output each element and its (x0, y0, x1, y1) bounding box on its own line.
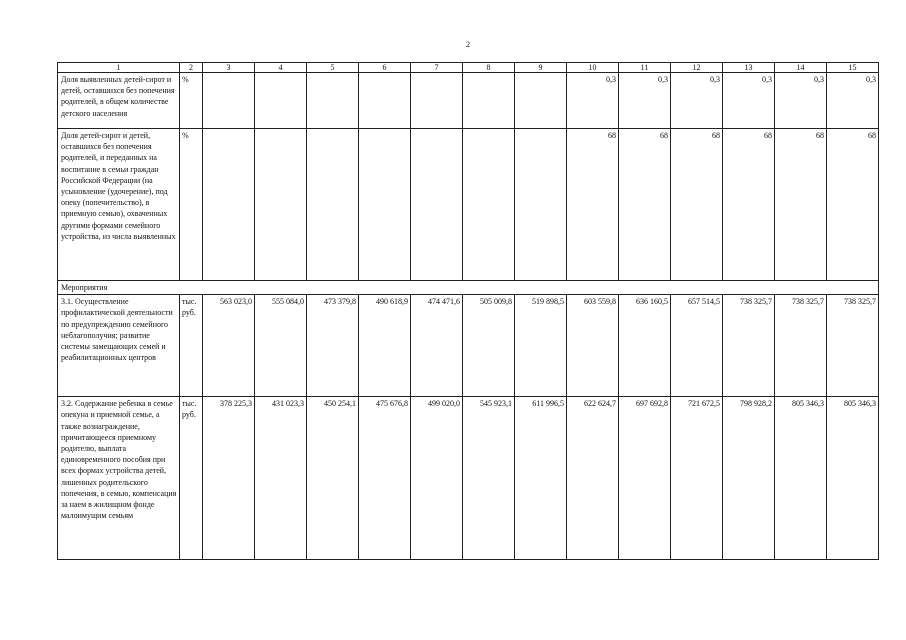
value-cell: 499 020,0 (411, 397, 463, 560)
header-cell: 2 (180, 63, 203, 73)
value-cell (515, 73, 567, 129)
section-label: Мероприятия (58, 281, 879, 295)
value-cell: 431 023,3 (255, 397, 307, 560)
value-cell: 657 514,5 (671, 295, 723, 397)
value-cell: 0,3 (619, 73, 671, 129)
value-cell: 721 672,5 (671, 397, 723, 560)
value-cell: 738 325,7 (723, 295, 775, 397)
value-cell (307, 73, 359, 129)
measure-name: 3.1. Осуществление профилактической деятельности по предупреждению семейного неблагополучия; развитие системы замещающих семей и реабилитационных центров (58, 295, 180, 397)
header-cell: 1 (58, 63, 180, 73)
value-cell: 738 325,7 (775, 295, 827, 397)
value-cell: 805 346,3 (827, 397, 879, 560)
value-cell: 68 (619, 129, 671, 281)
table-row (58, 73, 879, 129)
value-cell: 475 676,8 (359, 397, 411, 560)
unit-cell: % (180, 73, 203, 129)
value-cell (463, 73, 515, 129)
value-cell: 474 471,6 (411, 295, 463, 397)
value-cell: 0,3 (671, 73, 723, 129)
unit-cell: % (180, 129, 203, 281)
table-row (58, 295, 879, 397)
header-cell: 15 (827, 63, 879, 73)
value-cell: 378 225,3 (203, 397, 255, 560)
value-cell (463, 129, 515, 281)
header-cell: 7 (411, 63, 463, 73)
value-cell (359, 129, 411, 281)
value-cell: 68 (827, 129, 879, 281)
value-cell: 473 379,8 (307, 295, 359, 397)
value-cell: 636 160,5 (619, 295, 671, 397)
unit-cell: тыс. руб. (180, 295, 203, 397)
value-cell (255, 129, 307, 281)
header-cell: 14 (775, 63, 827, 73)
value-cell: 519 898,5 (515, 295, 567, 397)
value-cell: 697 692,8 (619, 397, 671, 560)
value-cell: 505 009,8 (463, 295, 515, 397)
header-cell: 4 (255, 63, 307, 73)
value-cell (307, 129, 359, 281)
value-cell: 611 996,5 (515, 397, 567, 560)
indicator-name: Доля выявленных детей-сирот и детей, оставшихся без попечения родителей, в общем количестве детского населения (58, 73, 180, 129)
value-cell: 805 346,3 (775, 397, 827, 560)
indicator-name: Доля детей-сирот и детей, оставшихся без попечения родителей, и переданных на воспитание в семьи граждан Российской Федерации (на усыновление (удочерение), под опеку (попечительство), в приемную семью), охваченных другими формами семейного устройства, из числа выявленных (58, 129, 180, 281)
table-row (58, 129, 879, 281)
header-cell: 12 (671, 63, 723, 73)
header-cell: 6 (359, 63, 411, 73)
value-cell: 0,3 (775, 73, 827, 129)
value-cell: 68 (775, 129, 827, 281)
header-cell: 3 (203, 63, 255, 73)
value-cell: 738 325,7 (827, 295, 879, 397)
value-cell (411, 129, 463, 281)
header-row (58, 63, 879, 73)
value-cell (255, 73, 307, 129)
value-cell (203, 129, 255, 281)
header-cell: 9 (515, 63, 567, 73)
measure-name: 3.2. Содержание ребенка в семье опекуна и приемной семье, а также вознаграждение, причитающееся приемному родителю, выплата единовременного пособия при всех формах устройства детей, лишенных родительского попечения, в семью, компенсация за наем в жилищном фонде малоимущим семьям (58, 397, 180, 560)
value-cell: 563 023,0 (203, 295, 255, 397)
value-cell (203, 73, 255, 129)
value-cell: 0,3 (723, 73, 775, 129)
value-cell: 68 (567, 129, 619, 281)
header-cell: 5 (307, 63, 359, 73)
value-cell: 68 (671, 129, 723, 281)
header-cell: 11 (619, 63, 671, 73)
unit-cell: тыс. руб. (180, 397, 203, 560)
header-cell: 8 (463, 63, 515, 73)
value-cell: 798 928,2 (723, 397, 775, 560)
value-cell: 622 624,7 (567, 397, 619, 560)
value-cell (411, 73, 463, 129)
section-row (58, 281, 879, 295)
value-cell: 490 618,9 (359, 295, 411, 397)
value-cell: 555 084,0 (255, 295, 307, 397)
header-cell: 10 (567, 63, 619, 73)
value-cell: 603 559,8 (567, 295, 619, 397)
value-cell: 68 (723, 129, 775, 281)
indicators-table (57, 62, 879, 560)
page-number: 2 (465, 39, 471, 49)
header-cell: 13 (723, 63, 775, 73)
value-cell: 545 923,1 (463, 397, 515, 560)
value-cell: 0,3 (567, 73, 619, 129)
value-cell: 450 254,1 (307, 397, 359, 560)
value-cell (359, 73, 411, 129)
table-row (58, 397, 879, 560)
value-cell (515, 129, 567, 281)
value-cell: 0,3 (827, 73, 879, 129)
